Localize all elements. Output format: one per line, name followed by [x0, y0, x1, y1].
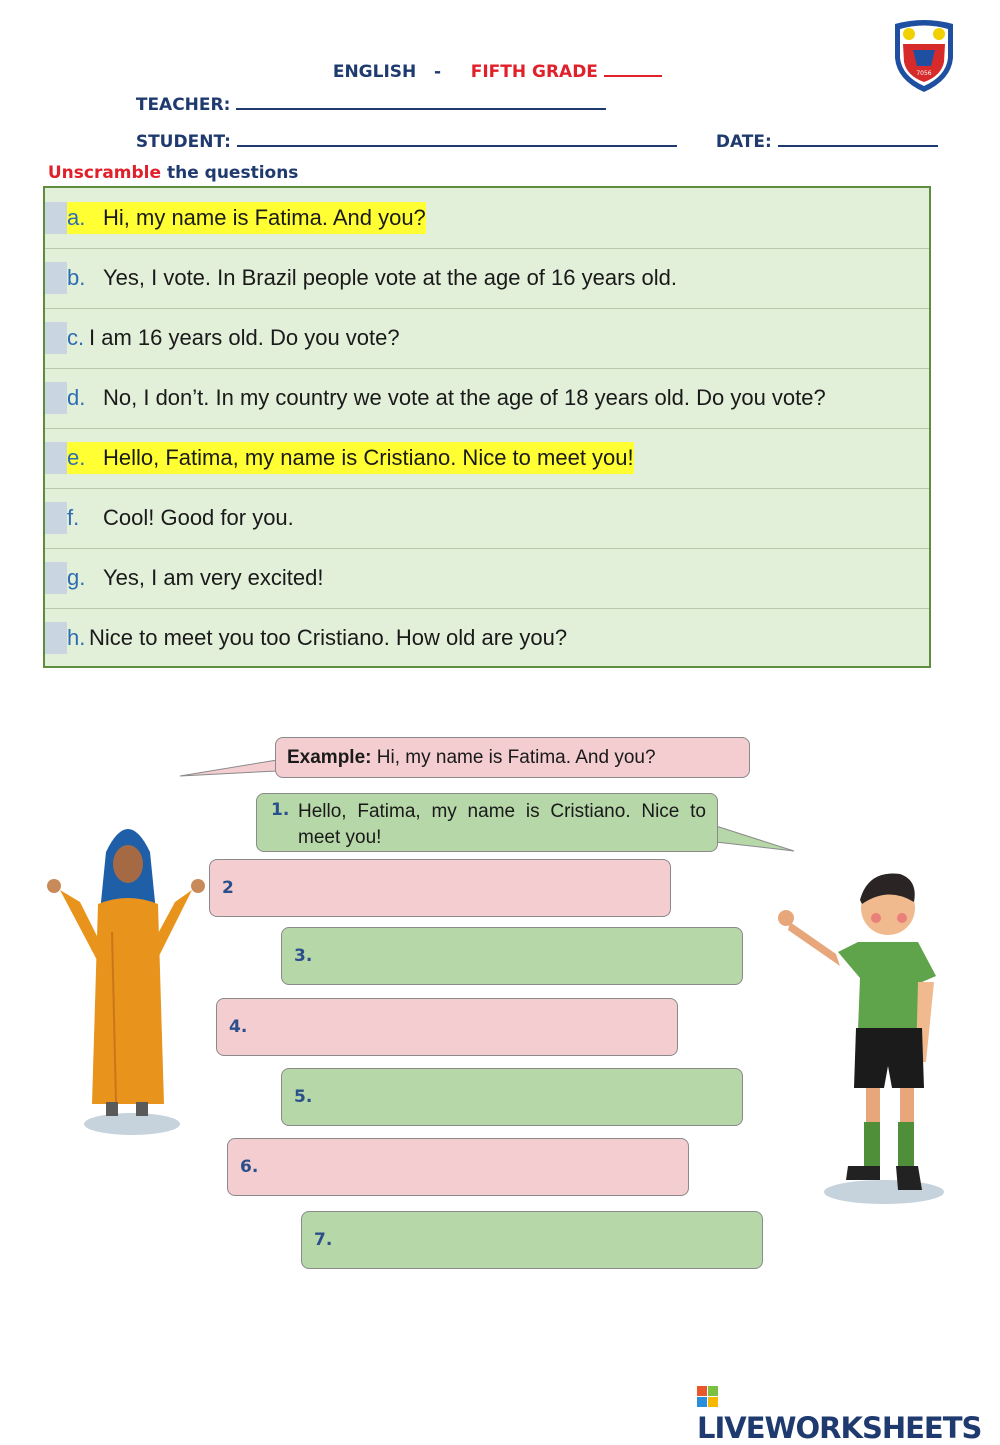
student-blank[interactable]: [237, 129, 677, 147]
brand-name: LIVEWORKSHEETS: [697, 1411, 982, 1445]
answer-number: 2: [222, 878, 234, 898]
answer-bubble-1: [256, 793, 718, 852]
sentence-text: h. Nice to meet you too Cristiano. How old are you?: [67, 625, 568, 650]
example-bubble: [275, 737, 750, 778]
teacher-label: TEACHER:: [135, 95, 231, 115]
answer-1-text: Hello, Fatima, my name is Cristiano. Nice to meet you!: [298, 801, 706, 848]
date-blank[interactable]: [778, 129, 938, 147]
sentence-text: b. Yes, I vote. In Brazil people vote at the age of 16 years old.: [67, 265, 677, 290]
sentence-text: c. I am 16 years old. Do you vote?: [67, 325, 400, 350]
answer-input-2[interactable]: [209, 859, 671, 917]
answer-number: 7.: [314, 1230, 333, 1250]
answer-number: 6.: [240, 1157, 259, 1177]
instruction: [36, 143, 298, 183]
date-line: [704, 109, 938, 152]
row-marker: [45, 202, 67, 234]
row-marker: [45, 322, 67, 354]
sentence-text: g. Yes, I am very excited!: [67, 565, 324, 590]
girl-illustration: [40, 812, 210, 1138]
answer-input-6[interactable]: [227, 1138, 689, 1196]
sentence-text: e. Hello, Fatima, my name is Cristiano. Nice to meet you!: [67, 442, 634, 474]
sentence-row: [45, 188, 929, 249]
sentence-row: [45, 308, 929, 369]
answer-1-number: 1.: [271, 800, 290, 820]
sentence-row: [45, 248, 929, 309]
subject: ENGLISH: [332, 62, 417, 82]
student-label: STUDENT:: [135, 132, 231, 152]
row-marker: [45, 442, 67, 474]
answer-input-3[interactable]: [281, 927, 743, 985]
liveworksheets-logo: [697, 1377, 1000, 1445]
instruction-rest: the questions: [166, 163, 299, 183]
answer-input-5[interactable]: [281, 1068, 743, 1126]
example-text: Hi, my name is Fatima. And you?: [376, 746, 656, 768]
boy-illustration: [776, 866, 948, 1206]
answer-input-7[interactable]: [301, 1211, 763, 1269]
sentence-row: [45, 428, 929, 489]
date-label: DATE:: [715, 132, 772, 152]
row-marker: [45, 502, 67, 534]
sentence-row: [45, 368, 929, 429]
row-marker: [45, 562, 67, 594]
example-label: Example:: [287, 746, 372, 768]
row-marker: [45, 262, 67, 294]
sentence-row: [45, 548, 929, 609]
sentence-table: [43, 186, 931, 668]
sentence-row: [45, 608, 929, 668]
grade: FIFTH GRADE: [470, 62, 598, 82]
title-dash: -: [434, 62, 442, 82]
row-marker: [45, 382, 67, 414]
answer-input-4[interactable]: [216, 998, 678, 1056]
answer-number: 3.: [294, 946, 313, 966]
answer-number: 4.: [229, 1017, 248, 1037]
sentence-text: a. Hi, my name is Fatima. And you?: [67, 202, 426, 234]
grade-blank[interactable]: [604, 59, 662, 77]
brand-icon: [697, 1386, 718, 1407]
svg-text:7056: 7056: [916, 70, 932, 77]
row-marker: [45, 622, 67, 654]
school-crest-logo: [891, 18, 957, 94]
sentence-text: d. No, I don’t. In my country we vote at the age of 18 years old. Do you vote?: [67, 385, 826, 410]
answer-number: 5.: [294, 1087, 313, 1107]
teacher-blank[interactable]: [236, 92, 606, 110]
instruction-keyword: Unscramble: [47, 163, 162, 183]
sentence-row: [45, 488, 929, 549]
sentence-text: f. Cool! Good for you.: [67, 505, 294, 530]
